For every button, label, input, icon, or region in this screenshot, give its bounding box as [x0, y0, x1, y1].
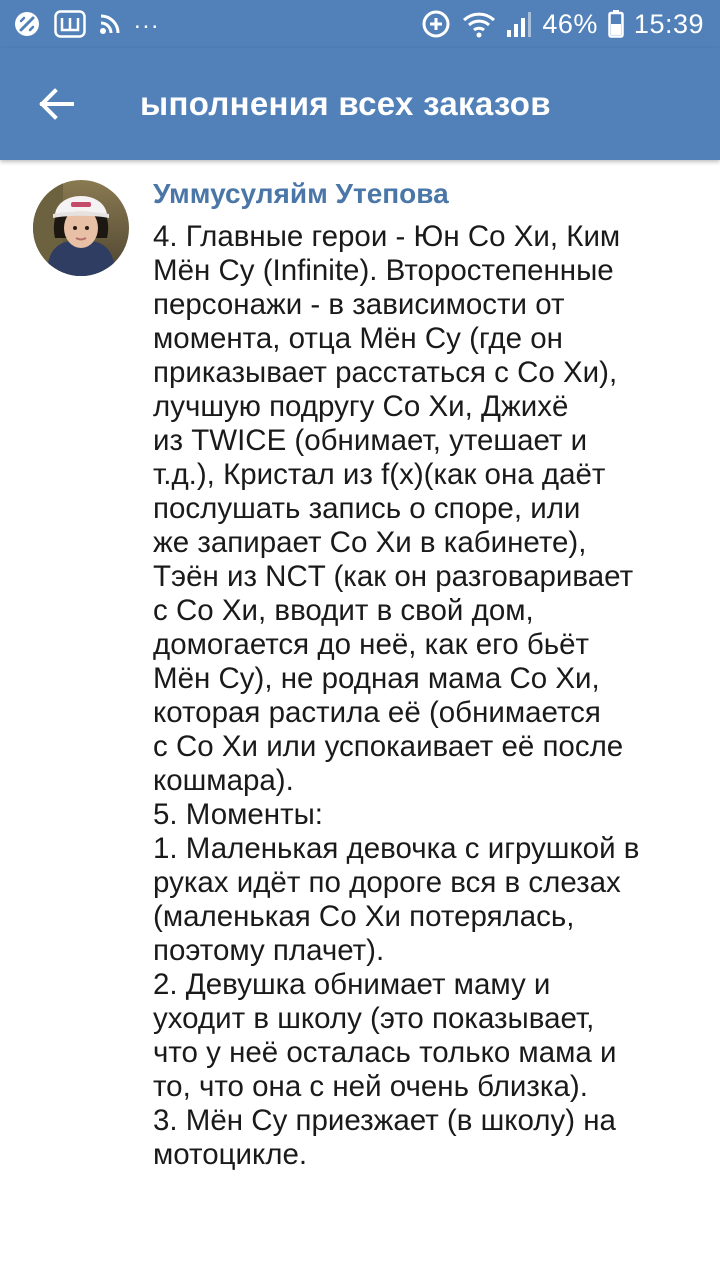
browser-app-icon	[54, 10, 86, 38]
comment-line: лучшую подругу Со Хи, Джихё	[153, 390, 569, 423]
comment-line: что у неё осталась только мама и	[153, 1036, 617, 1069]
comment-line: персонажи - в зависимости от	[153, 288, 565, 321]
comment-line: уходит в школу (это показывает,	[153, 1002, 595, 1035]
comment-line: с Со Хи, вводит в свой дом,	[153, 594, 534, 627]
battery-percent: 46%	[542, 8, 598, 39]
comment-line: кошмара).	[153, 764, 294, 797]
comment-line: руках идёт по дороге вся в слезах	[153, 866, 621, 899]
comment-line: домогается до неё, как его бьёт	[153, 628, 590, 661]
comment-line: с Со Хи или успокаивает её после	[153, 730, 624, 763]
comment-line: 3. Мён Су приезжает (в школу) на	[153, 1104, 616, 1137]
page-title: ыполнения всех заказов	[140, 85, 551, 122]
comment-line: мотоцикле.	[153, 1138, 308, 1171]
data-saver-icon	[420, 8, 452, 40]
rss-icon	[98, 12, 122, 36]
comment-text	[153, 220, 713, 1172]
comment-line: 1. Маленькая девочка с игрушкой в	[153, 832, 640, 865]
back-arrow-icon	[36, 84, 76, 124]
comment-line: послушать запись о споре, или	[153, 492, 581, 525]
comment-line: 2. Девушка обнимает маму и	[153, 968, 551, 1001]
comment-line: т.д.), Кристал из f(x)(как она даёт	[153, 458, 606, 491]
comment-line: из TWICE (обнимает, утешает и	[153, 424, 588, 457]
status-bar-notifications	[12, 9, 160, 39]
comment-line: поэтому плачет).	[153, 934, 385, 967]
status-bar	[0, 0, 720, 48]
comment-line: момента, отца Мён Су (где он	[153, 322, 563, 355]
app-bar	[0, 48, 720, 160]
avatar[interactable]	[33, 180, 129, 276]
comment-line: Тэён из NCT (как он разговаривает	[153, 560, 634, 593]
comment-line: (маленькая Со Хи потерялась,	[153, 900, 575, 933]
battery-icon	[608, 10, 624, 38]
comment-line: же запирает Со Хи в кабинете),	[153, 526, 587, 559]
wifi-icon	[462, 10, 496, 38]
comment-line: то, что она с ней очень близка).	[153, 1070, 588, 1103]
more-notifications-dots: ...	[134, 7, 161, 34]
comment-thread	[0, 160, 720, 1280]
clock: 15:39	[633, 8, 704, 39]
comment-line: Мён Су), не родная мама Со Хи,	[153, 662, 600, 695]
comment-line: которая растила её (обнимается	[153, 696, 601, 729]
comment-line: Мён Су (Infinite). Второстепенные	[153, 254, 614, 287]
back-button[interactable]	[26, 74, 86, 134]
status-bar-system	[420, 8, 704, 40]
signal-icon	[506, 10, 532, 38]
comment-line: 4. Главные герои - Юн Со Хи, Ким	[153, 220, 621, 253]
comment-author-name[interactable]: Уммусуляйм Утепова	[153, 178, 449, 209]
comment-line: 5. Моменты:	[153, 798, 323, 831]
avatar-photo	[33, 180, 129, 276]
sim-status-icon	[12, 9, 42, 39]
comment-line: приказывает расстаться с Со Хи),	[153, 356, 618, 389]
